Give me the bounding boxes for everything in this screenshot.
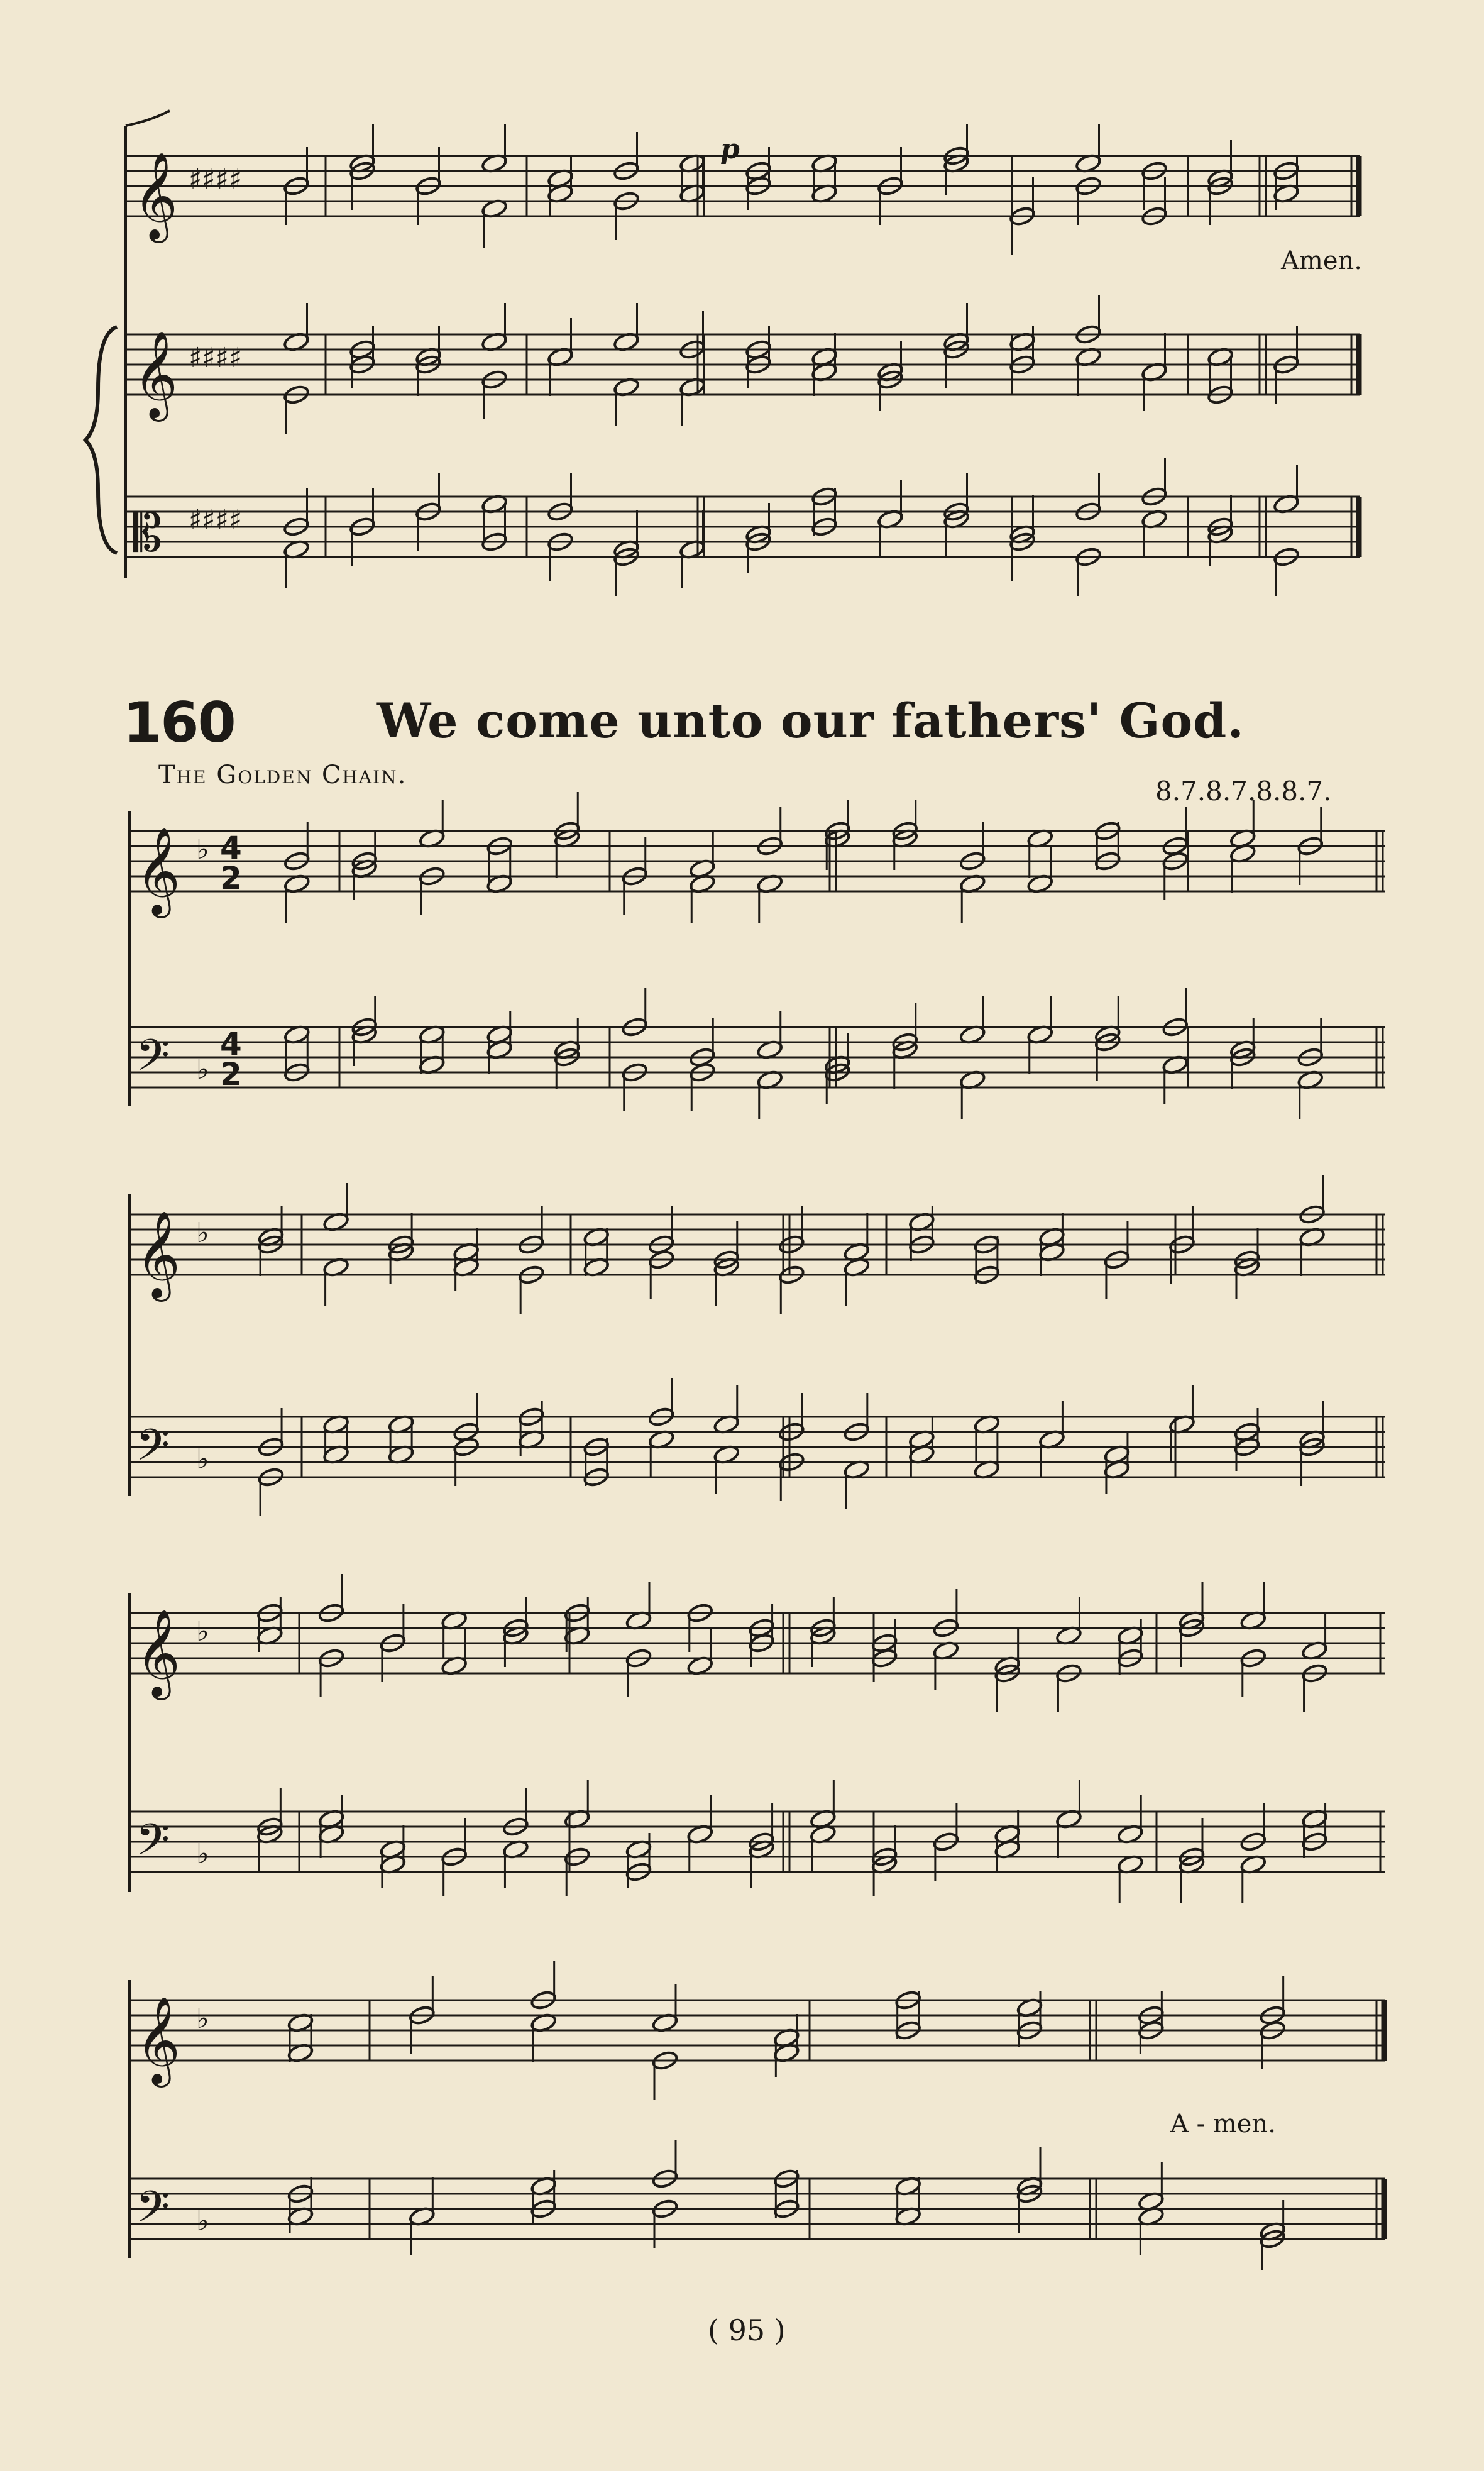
key-signature-flat: ♭: [196, 2003, 209, 2035]
hymn-number: 160: [123, 690, 235, 755]
noteheads: [256, 124, 1328, 2270]
time-signature-bottom: 2: [220, 860, 242, 896]
bass-clef-icon: 𝄢: [136, 1814, 170, 1876]
hymn-title: We come unto our fathers' God.: [377, 693, 1245, 749]
page-number: ( 95 ): [708, 2313, 786, 2347]
tenor-clef-icon: 𝄡: [133, 504, 162, 563]
bass-clef-icon: 𝄢: [136, 1419, 170, 1481]
treble-clef-icon: 𝄞: [136, 827, 180, 915]
time-signature-top: 4: [220, 1026, 242, 1062]
system-previous-hymn: [85, 111, 1360, 578]
treble-clef-icon: 𝄞: [136, 1996, 180, 2084]
key-signature-sharps: ♯♯♯♯: [189, 504, 243, 536]
key-signature-flat: ♭: [196, 1838, 209, 1870]
key-signature-flat: ♭: [196, 1054, 209, 1086]
bass-clef-icon: 𝄢: [136, 1030, 170, 1091]
key-signature-flat: ♭: [196, 834, 209, 866]
key-signature-flat: ♭: [196, 1217, 209, 1249]
tune-name: The Golden Chain.: [158, 761, 407, 790]
key-signature-flat: ♭: [196, 2205, 209, 2237]
staff-lines: [126, 497, 1360, 557]
key-signature-flat: ♭: [196, 1615, 209, 1648]
treble-clef-icon: 𝄞: [136, 1211, 180, 1298]
dynamic-mark: p: [720, 133, 740, 165]
key-signature-sharps: ♯♯♯♯: [189, 342, 243, 374]
amen-label-previous: Amen.: [1281, 246, 1362, 275]
system-2: [129, 1194, 1385, 1496]
system-1: [129, 811, 1385, 1106]
bass-clef-icon: 𝄢: [136, 2181, 170, 2243]
key-signature-flat: ♭: [196, 1443, 209, 1475]
key-signature-sharps: ♯♯♯♯: [189, 163, 243, 195]
time-signature-bottom: 2: [220, 1056, 242, 1092]
hymn-meter: 8.7.8.7.8.8.7.: [1155, 776, 1332, 806]
staff-lines: [126, 334, 1360, 395]
staff-lines: [126, 156, 1360, 216]
time-signature-top: 4: [220, 830, 242, 866]
treble-clef-icon: 𝄞: [136, 1609, 180, 1697]
amen-label-final: A - men.: [1170, 2110, 1276, 2138]
treble-clef-icon: 𝄞: [133, 331, 178, 418]
treble-clef-icon: 𝄞: [133, 152, 178, 239]
